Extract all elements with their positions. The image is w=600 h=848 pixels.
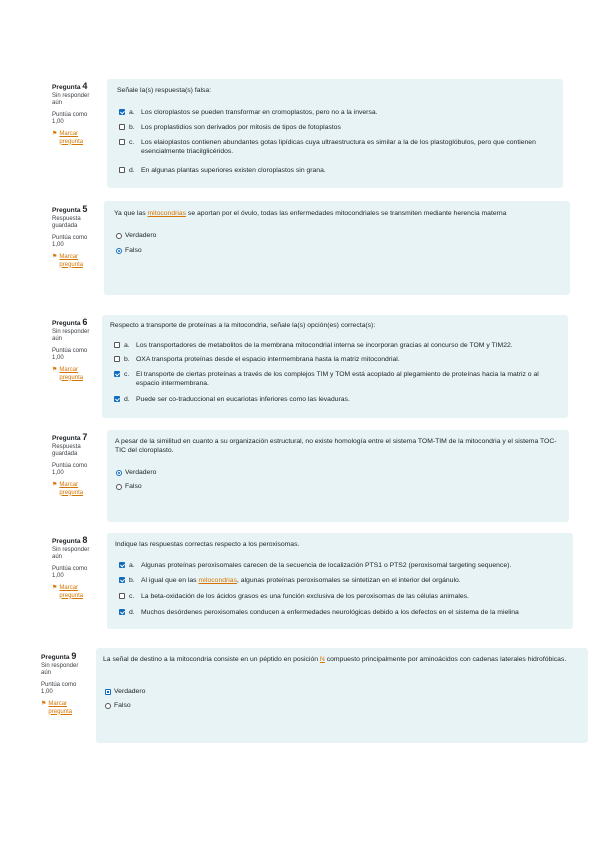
- answer-option-c[interactable]: c. Los elaioplastos contienen abundantes gotas lipídicas cuya ultraestructura es similar a la de los plastoglóbulos, pero que contienen esencialmente triacilglicéridos.: [119, 138, 549, 156]
- question-info: [52, 206, 96, 269]
- flag-question-link[interactable]: ⚑ Marcar pregunta: [52, 366, 84, 381]
- checkbox[interactable]: [119, 124, 125, 130]
- question-text: Respecto a transporte de proteínas a la mitocondria, señale la(s) opción(es) correcta(s):: [110, 322, 376, 329]
- question-grade: Puntúa como 1,00: [41, 681, 77, 696]
- question-content: [104, 201, 570, 295]
- question-title: Pregunta 8: [52, 535, 88, 545]
- question-title: Pregunta 4: [52, 81, 88, 91]
- question-content: [96, 648, 588, 743]
- answer-option-c[interactable]: c. El transporte de ciertas proteínas a través de los complejos TIM y TOM está acoplado al plegamiento de proteínas hacia la matriz o al espacio intermembrana.: [114, 370, 554, 388]
- question-text: La señal de destino a la mitocondria consiste en un péptido en posición N compuesto principalmente por aminoácidos con cadenas laterales hidrofóbicas.: [103, 656, 567, 663]
- question-grade: Puntúa como 1,00: [52, 565, 88, 580]
- checkbox[interactable]: [119, 562, 125, 568]
- question-state: Respuesta guardada: [52, 215, 81, 230]
- question-number: 6: [82, 317, 88, 327]
- question-grade: Puntúa como 1,00: [52, 347, 88, 362]
- checkbox[interactable]: [114, 342, 120, 348]
- radio-button[interactable]: [105, 689, 111, 695]
- checkbox[interactable]: [119, 109, 125, 115]
- question-state: Respuesta guardada: [52, 443, 81, 458]
- answer-option-false[interactable]: Falso: [116, 246, 142, 255]
- question-text: A pesar de la similitud en cuanto a su organización estructural, no existe homología entre el sistema TOM-TIM de la mitocondria y el sistema TOC-TIC del cloroplasto.: [115, 438, 557, 454]
- answer-option-true[interactable]: Verdadero: [105, 687, 145, 696]
- question-state: Sin responder aún: [52, 546, 90, 561]
- flag-question-link[interactable]: ⚑ Marcar pregunta: [52, 130, 84, 145]
- answer-option-d[interactable]: d. En algunas plantas superiores existen cloroplastos sin grana.: [119, 166, 326, 175]
- flag-question-link[interactable]: ⚑ Marcar pregunta: [52, 584, 84, 599]
- question-content: [107, 79, 563, 188]
- question-number: 5: [82, 204, 88, 214]
- checkbox[interactable]: [114, 396, 120, 402]
- radio-button[interactable]: [105, 703, 111, 709]
- radio-button[interactable]: [116, 470, 122, 476]
- question-title: Pregunta 7: [52, 432, 88, 442]
- checkbox[interactable]: [119, 167, 125, 173]
- question-info: [52, 537, 96, 600]
- question-content: [107, 430, 569, 522]
- question-state: Sin responder aún: [52, 328, 90, 343]
- question-state: Sin responder aún: [52, 92, 90, 107]
- question-title: Pregunta 6: [52, 317, 88, 327]
- question-content: [102, 315, 568, 418]
- radio-button[interactable]: [116, 248, 122, 254]
- flag-icon: ⚑: [41, 700, 47, 707]
- answer-option-true[interactable]: Verdadero: [116, 468, 156, 477]
- answer-option-a[interactable]: a. Los cloroplastos se pueden transformar en cromoplastos, pero no a la inversa.: [119, 108, 378, 117]
- question-grade: Puntúa como 1,00: [52, 234, 88, 249]
- question-title: Pregunta 9: [41, 651, 77, 661]
- flag-icon: ⚑: [52, 481, 58, 488]
- checkbox[interactable]: [119, 593, 125, 599]
- question-content: [107, 533, 573, 629]
- flag-icon: ⚑: [52, 366, 58, 373]
- answer-option-a[interactable]: a. Algunas proteínas peroxisomales carecen de la secuencia de localización PTS1 o PTS2 (peroxisomal targeting sequence).: [119, 561, 511, 570]
- checkbox[interactable]: [114, 356, 120, 362]
- checkbox[interactable]: [114, 371, 120, 377]
- question-number: 8: [82, 535, 88, 545]
- flag-question-link[interactable]: ⚑ Marcar pregunta: [41, 700, 73, 715]
- answer-option-false[interactable]: Falso: [116, 482, 142, 491]
- question-info: [52, 319, 96, 382]
- answer-option-b[interactable]: b. Los proplastidios son derivados por mitosis de tipos de fotoplastos: [119, 123, 341, 132]
- question-grade: Puntúa como 1,00: [52, 462, 88, 477]
- question-info: [41, 653, 87, 716]
- answer-option-false[interactable]: Falso: [105, 701, 131, 710]
- answer-option-d[interactable]: d. Puede ser co-traduccional en eucariotas inferiores como las levaduras.: [114, 395, 350, 404]
- question-info: [52, 434, 96, 497]
- answer-option-a[interactable]: a. Los transportadores de metabolitos de la membrana mitocondrial interna se incorporan gracias al concurso de TOM y TIM22.: [114, 341, 513, 350]
- question-number: 9: [71, 651, 77, 661]
- question-state: Sin responder aún: [41, 662, 79, 677]
- flag-question-link[interactable]: ⚑ Marcar pregunta: [52, 253, 84, 268]
- answer-option-c[interactable]: c. La beta-oxidación de los ácidos grasos es una función exclusiva de los peroxisomas de las células animales.: [119, 592, 469, 601]
- answer-option-d[interactable]: d. Muchos desórdenes peroxisomales conducen a enfermedades neurológicas debido a los defectos en el sistema de la mielina: [119, 608, 519, 617]
- checkbox[interactable]: [119, 577, 125, 583]
- question-text: Ya que las mitocondrias se aportan por el óvulo, todas las enfermedades mitocondriales se transmiten mediante herencia materna: [114, 210, 507, 217]
- radio-button[interactable]: [116, 484, 122, 490]
- mitocondrias-link[interactable]: mitocondrias: [147, 210, 187, 217]
- flag-icon: ⚑: [52, 130, 58, 137]
- flag-icon: ⚑: [52, 253, 58, 260]
- flag-icon: ⚑: [52, 584, 58, 591]
- question-info: [52, 83, 96, 146]
- checkbox[interactable]: [119, 609, 125, 615]
- question-grade: Puntúa como 1,00: [52, 111, 88, 126]
- flag-question-link[interactable]: ⚑ Marcar pregunta: [52, 481, 84, 496]
- question-text: Indique las respuestas correctas respecto a los peroxisomas.: [115, 541, 300, 548]
- mitocondrias-link[interactable]: mitocondrias: [198, 577, 237, 584]
- answer-option-b[interactable]: b. OXA transporta proteínas desde el espacio intermembrana hasta la matriz mitocondrial.: [114, 355, 400, 364]
- n-terminal-link[interactable]: N: [319, 656, 325, 663]
- question-number: 4: [82, 81, 88, 91]
- checkbox[interactable]: [119, 139, 125, 145]
- answer-option-b[interactable]: b. Al igual que en las mitocondrias, algunas proteínas peroxisomales se sintetizan en el interior del orgánulo.: [119, 576, 461, 585]
- radio-button[interactable]: [116, 233, 122, 239]
- answer-option-true[interactable]: Verdadero: [116, 231, 156, 240]
- question-title: Pregunta 5: [52, 204, 88, 214]
- question-number: 7: [82, 432, 88, 442]
- question-text: Señale la(s) respuesta(s) falsa:: [117, 87, 212, 94]
